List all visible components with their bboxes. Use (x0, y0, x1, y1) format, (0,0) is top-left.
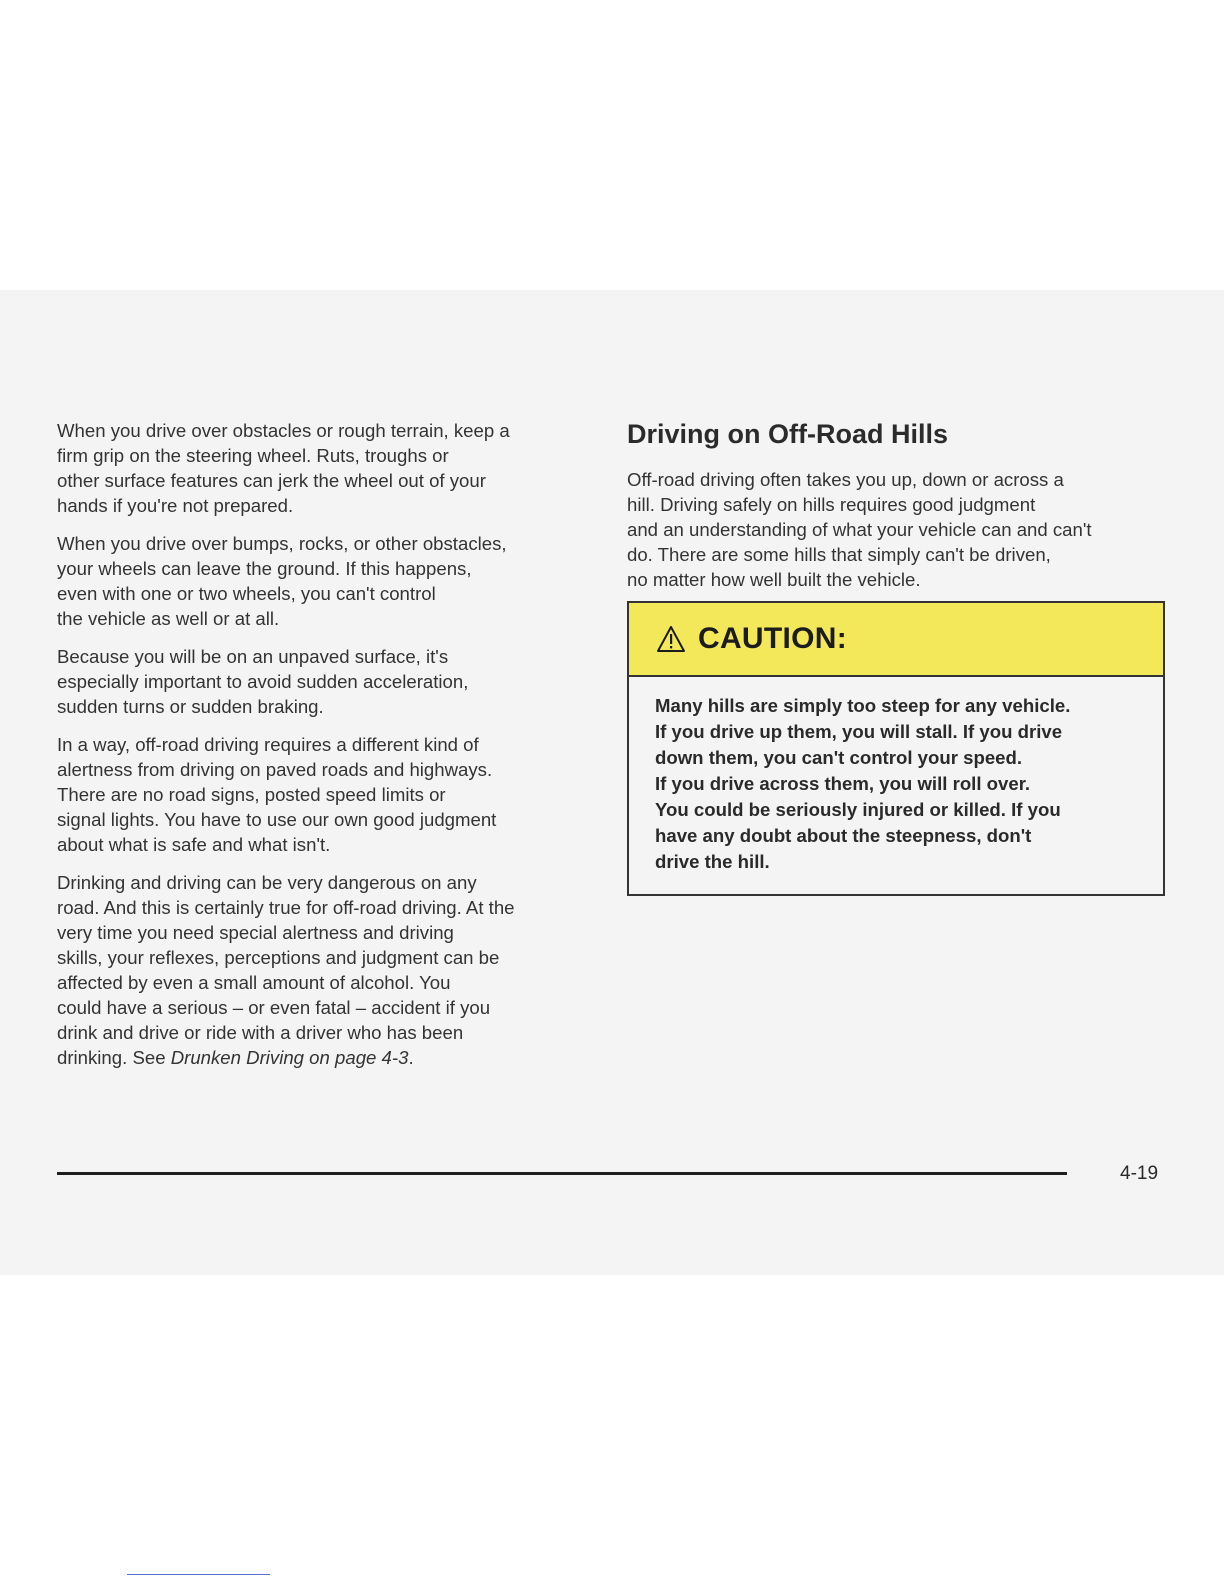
warning-triangle-icon (656, 625, 686, 653)
paragraph-bumps (57, 531, 587, 631)
caution-line: If you drive across them, you will roll over. (655, 773, 1031, 794)
text-line: even with one or two wheels, you can't control (57, 583, 436, 604)
text-line: In a way, off-road driving requires a different kind of (57, 734, 479, 755)
text-line: could have a serious – or even fatal – accident if you (57, 997, 491, 1018)
text-line: When you drive over obstacles or rough terrain, keep a (57, 420, 510, 441)
text-line: about what is safe and what isn't. (57, 834, 331, 855)
footer-rule (57, 1172, 1067, 1175)
caution-line: have any doubt about the steepness, don't (655, 825, 1032, 846)
caution-box (627, 601, 1165, 896)
caution-header (629, 603, 1163, 677)
paragraph-alertness (57, 732, 587, 857)
text-line (57, 1045, 587, 1070)
text-line: When you drive over bumps, rocks, or other obstacles, (57, 533, 507, 554)
text-line: skills, your reflexes, perceptions and judgment can be (57, 947, 500, 968)
text-line: your wheels can leave the ground. If this happens, (57, 558, 472, 579)
text-line: There are no road signs, posted speed limits or (57, 784, 446, 805)
text-line: other surface features can jerk the wheel out of your (57, 470, 486, 491)
cross-reference-link[interactable]: Drunken Driving on page 4-3 (170, 1047, 409, 1068)
text-line: the vehicle as well or at all. (57, 608, 280, 629)
right-column (627, 418, 1172, 605)
caution-body (629, 677, 1163, 875)
section-heading: Driving on Off-Road Hills (627, 419, 948, 449)
caution-line: drive the hill. (655, 851, 770, 872)
text-line: sudden turns or sudden braking. (57, 696, 324, 717)
caution-line: down them, you can't control your speed. (655, 747, 1023, 768)
text-line: firm grip on the steering wheel. Ruts, troughs or (57, 445, 449, 466)
text-line: hands if you're not prepared. (57, 495, 294, 516)
text-line: Off-road driving often takes you up, down or across a (627, 469, 1064, 490)
caution-title: CAUTION: (698, 622, 848, 655)
caution-line: If you drive up them, you will stall. If you drive (655, 721, 1063, 742)
left-column (57, 418, 587, 1083)
text-line: road. And this is certainly true for off-road driving. At the (57, 897, 515, 918)
text-line: alertness from driving on paved roads and highways. (57, 759, 493, 780)
paragraph-obstacles (57, 418, 587, 518)
paragraph-drinking (57, 870, 587, 1070)
text-line: and an understanding of what your vehicle can and can't (627, 519, 1092, 540)
text-line: especially important to avoid sudden acceleration, (57, 671, 469, 692)
paragraph-hills-intro (627, 467, 1172, 592)
caution-line: Many hills are simply too steep for any vehicle. (655, 695, 1071, 716)
text-line: Drinking and driving can be very dangerous on any (57, 872, 477, 893)
caution-line: You could be seriously injured or killed. If you (655, 799, 1061, 820)
text-line: signal lights. You have to use our own good judgment (57, 809, 497, 830)
paragraph-unpaved (57, 644, 587, 719)
text-line: drink and drive or ride with a driver who has been (57, 1022, 464, 1043)
text-line: very time you need special alertness and driving (57, 922, 454, 943)
text-line: do. There are some hills that simply can't be driven, (627, 544, 1051, 565)
page-number: 4-19 (1120, 1163, 1159, 1184)
text-line-suffix: . (408, 1047, 414, 1068)
text-line: Because you will be on an unpaved surface, it's (57, 646, 449, 667)
text-line: hill. Driving safely on hills requires good judgment (627, 494, 1036, 515)
text-line: affected by even a small amount of alcohol. You (57, 972, 451, 993)
text-line: no matter how well built the vehicle. (627, 569, 921, 590)
bottom-link-underline (127, 1574, 270, 1575)
text-line-prefix: drinking. See (57, 1047, 171, 1068)
